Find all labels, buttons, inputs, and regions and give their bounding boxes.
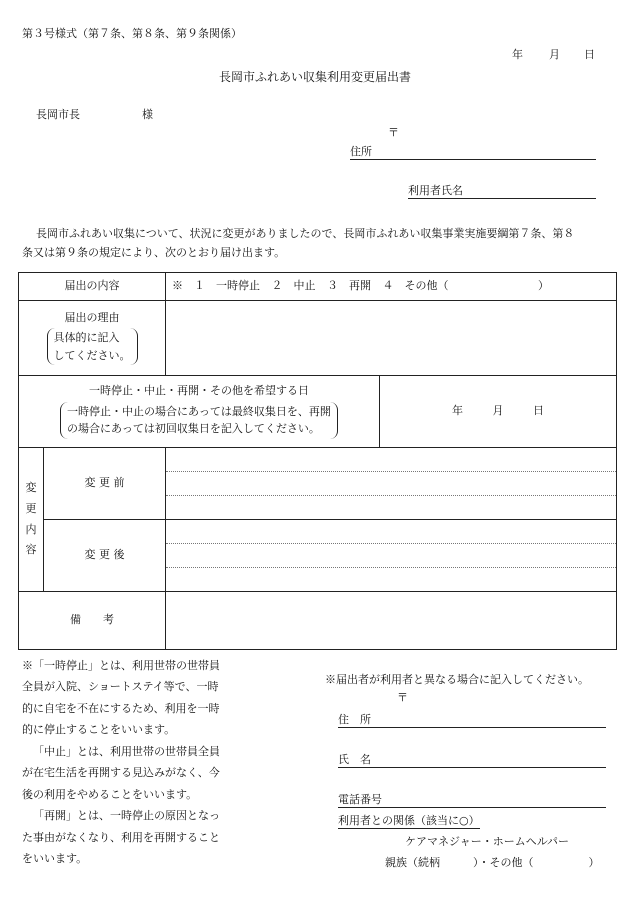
remarks-label-cell [19, 592, 166, 650]
reason-note-line-2: してください。 [53, 348, 131, 362]
notification-table [18, 272, 617, 650]
wish-year: 年 [452, 404, 463, 418]
note-line-5: 「中止」とは、利用世帯の世帯員全員 [33, 744, 220, 758]
date-month: 月 [549, 48, 560, 61]
note-line-4: 的に停止することをいいます。 [22, 723, 176, 737]
option-suspend[interactable]: ※ １ 一時停止 [172, 279, 260, 293]
note-line-6: が在宅生活を再開する見込みがなく、今 [22, 766, 220, 780]
user-name-label: 利用者氏名 [408, 184, 463, 197]
relation-option-family[interactable]: 親族（続柄 ）・その他（ ） [385, 856, 600, 869]
option-other-close: ） [538, 279, 549, 293]
intro-line-2: 条又は第９条の規定により、次のとおり届け出ます。 [22, 246, 286, 259]
before-label: 変 更 前 [84, 476, 125, 490]
date-day: 日 [584, 48, 595, 61]
wish-date-label: 一時停止・中止・再開・その他を希望する日 [89, 384, 309, 398]
wish-month: 月 [492, 404, 504, 418]
note-line-7: 後の利用をやめることをいいます。 [22, 787, 198, 801]
note-line-2: 全員が入院、ショートステイ等で、一時 [22, 680, 219, 694]
wish-date-note [60, 402, 338, 439]
note-line-10: をいいます。 [22, 851, 88, 865]
note-line-3: 的に自宅を不在にするため、利用を一時 [22, 701, 220, 715]
user-name-field[interactable] [408, 184, 596, 199]
change-char-3: 内 [25, 522, 37, 536]
option-stop[interactable]: ２ 中止 [271, 279, 316, 293]
addressee-honorific: 様 [142, 108, 153, 121]
date-year: 年 [512, 48, 523, 61]
postal-mark: 〒 [388, 126, 399, 139]
remarks-input-cell[interactable] [166, 592, 617, 650]
notifier-relation-label: 利用者との関係（該当に○） [338, 814, 480, 827]
document-title: 長岡市ふれあい収集利用変更届出書 [218, 70, 411, 84]
intro-line-1: 長岡市ふれあい収集について、状況に変更がありましたので、長岡市ふれあい収集事業実施要綱第７条、第８ [36, 227, 575, 240]
addressee-name: 長岡市長 [36, 108, 80, 121]
wish-day: 日 [533, 404, 544, 418]
wish-note-line-2: の場合にあっては初回収集日を記入してください。 [67, 422, 320, 436]
wish-note-line-1: 一時停止・中止の場合にあっては最終収集日を、再開 [67, 404, 331, 418]
before-input-cell[interactable] [166, 448, 617, 520]
before-label-cell [44, 448, 166, 520]
option-resume[interactable]: ３ 再開 [327, 279, 371, 293]
after-input-cell[interactable] [166, 520, 617, 592]
content-label-cell [19, 273, 166, 301]
change-char-1: 変 [25, 480, 37, 494]
wish-date-label-cell [19, 376, 380, 448]
notifier-address-field[interactable] [338, 713, 606, 728]
notifier-phone-label: 電話番号 [338, 793, 382, 806]
notifier-postal-mark: 〒 [397, 691, 408, 704]
after-label: 変 更 後 [84, 548, 125, 562]
remarks-label: 備 考 [70, 613, 114, 627]
notifier-address-label: 住 所 [338, 713, 371, 726]
applicant-address-label: 住所 [350, 145, 372, 158]
change-char-4: 容 [25, 543, 37, 557]
note-line-1: ※「一時停止」とは、利用世帯の世帯員 [22, 659, 220, 672]
option-other[interactable]: ４ その他（ [382, 279, 449, 293]
notifier-name-field[interactable] [338, 753, 606, 768]
notifier-heading: ※届出者が利用者と異なる場合に記入してください。 [325, 673, 589, 686]
notifier-name-label: 氏 名 [338, 753, 371, 766]
after-label-cell [44, 520, 166, 592]
reason-input-cell[interactable] [166, 301, 617, 376]
notifier-phone-field[interactable] [338, 793, 606, 808]
form-number: 第３号様式（第７条、第８条、第９条関係） [22, 27, 242, 40]
note-line-8: 「再開」とは、一時停止の原因となっ [33, 809, 220, 823]
content-label: 届出の内容 [64, 279, 120, 293]
note-line-9: た事由がなくなり、利用を再開すること [22, 830, 220, 844]
reason-note-line-1: 具体的に記入 [53, 331, 120, 345]
reason-note [47, 328, 138, 365]
wish-date-input-cell[interactable] [380, 376, 617, 448]
applicant-address-field[interactable] [350, 145, 596, 160]
change-content-label [19, 448, 44, 592]
content-options-cell [166, 273, 617, 301]
definitions-notes [22, 655, 242, 869]
change-char-2: 更 [25, 501, 37, 515]
relation-option-care[interactable]: ケアマネジャー・ホームヘルパー [405, 835, 570, 848]
reason-label-cell [19, 301, 166, 376]
reason-label: 届出の理由 [64, 310, 120, 324]
